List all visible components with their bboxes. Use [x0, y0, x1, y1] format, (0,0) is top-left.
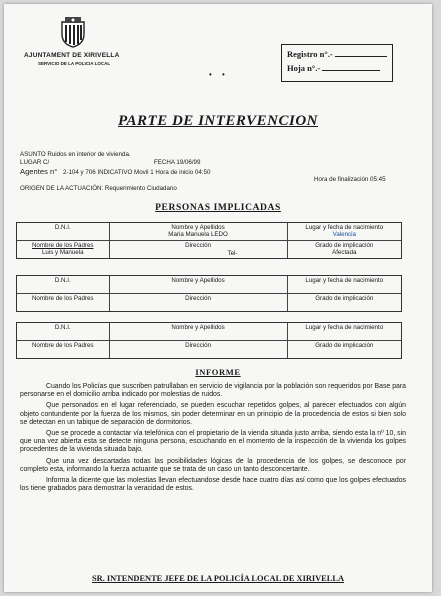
registro-label: Registro n°.- [287, 49, 333, 59]
org-subname: SERVICIO DE LA POLICIA LOCAL [38, 61, 111, 66]
agentes-value: 2-104 y 706 INDICATIVO Movil 1 Hora de inicio 04:50 [62, 169, 211, 176]
tel-label: Tel- [227, 250, 238, 257]
grado-label: Grado de implicación [315, 242, 374, 249]
punch-dots: • • [209, 70, 229, 79]
origen-field: ORIGEN DE LA ACTUACIÓN: Requerimiento Ciudadano [20, 185, 177, 192]
persona-table-2 [16, 275, 402, 312]
padres-label: Nombre de los Padres [31, 242, 94, 249]
direccion-label: Dirección [185, 242, 211, 249]
informe-paragraph: Que una vez descartadas todas las posibilidades lógicas de la procedencia de los golpes, se desconoce por completo esta, informando la fuerza actuante que se trata de un caso un tanto desconcertante. [20, 457, 406, 473]
document-page [4, 4, 432, 592]
fecha-field: FECHA 19/06/99 [154, 159, 201, 166]
direccion-label: Dirección [185, 295, 211, 302]
lugar-fecha-label: Lugar y fecha de nacimiento [305, 224, 384, 231]
page-title: PARTE DE INTERVENCION [118, 113, 318, 129]
informe-paragraph: Cuando los Policías que suscriben patrullaban en servicio de vigilancia por la población son requeridos por Base para personarse en el domicilio arriba indicado por molestias de ruidos. [20, 383, 406, 399]
persona-table-1 [16, 222, 402, 259]
padres-label: Nombre de los Padres [31, 342, 94, 349]
nombre-value: Maria Manuela LEDO [168, 231, 228, 238]
direccion-label: Dirección [185, 342, 211, 349]
informe-paragraph: Que se procede a contactar vía telefónica con el propietario de la vienda situada justo arriba, siendo esta la nº 10, sin que una vez abierta esta se detecte ninguna persona, escuchando en el momento de la inspección de la vivienda los golpes procedentes de la vivienda situada bajo. [20, 430, 406, 454]
municipal-crest-icon [58, 16, 88, 48]
persona-table-3 [16, 322, 402, 359]
grado-label: Grado de implicación [315, 295, 374, 302]
dni-label: D.N.I. [54, 324, 71, 331]
padres-value: Luis y Manuela [41, 249, 84, 256]
grado-label: Grado de implicación [315, 342, 374, 349]
lugar-field: LUGAR C/ [20, 159, 50, 166]
hoja-label: Hoja n°.- [287, 63, 321, 73]
section-personas-heading: PERSONAS IMPLICADAS [155, 203, 281, 213]
padres-label: Nombre de los Padres [31, 295, 94, 302]
asunto-field: ASUNTO Ruidos en interior de vivienda. [20, 151, 131, 158]
lugar-fecha-label: Lugar y fecha de nacimiento [305, 277, 384, 284]
org-name: AJUNTAMENT DE XIRIVELLA [24, 52, 120, 59]
section-informe-heading: INFORME [195, 367, 241, 377]
hora-fin-field: Hora de finalización 05:45 [314, 176, 386, 183]
nombre-label: Nombre y Apellidos [171, 277, 225, 284]
grado-value: Afectada [332, 249, 357, 256]
table-row [17, 223, 401, 241]
lugar-fecha-label: Lugar y fecha de nacimiento [305, 324, 384, 331]
dni-label: D.N.I. [54, 277, 71, 284]
table-row [17, 323, 401, 341]
dni-label: D.N.I. [54, 224, 71, 231]
nombre-label: Nombre y Apellidos [171, 224, 225, 231]
signature-line: SR. INTENDENTE JEFE DE LA POLICÍA LOCAL DE XIRIVELLA [91, 574, 344, 583]
registro-box [281, 44, 393, 82]
agentes-label: Agentes n° [20, 167, 58, 176]
table-row [17, 294, 401, 311]
table-row [17, 276, 401, 294]
table-row [17, 241, 401, 258]
informe-body [20, 383, 406, 496]
table-row [17, 341, 401, 358]
nombre-label: Nombre y Apellidos [171, 324, 225, 331]
informe-paragraph: Informa la dicente que las molestias llevan efectuandose desde hace cuatro días así como que los golpes efectuados los tiene grabados para demostrar la veracidad de estos. [20, 477, 406, 493]
informe-paragraph: Que personados en el lugar referenciado, se pueden escuchar repetidos golpes, al parecer efectuados con algún objeto contundente por la fuerza de los mismos, sin poder determinar en un principio de la procedencia de estos si bien solo se detectan en un tabique de separación de dormitorios. [20, 402, 406, 426]
lugar-fecha-value: Valencia [332, 231, 356, 238]
